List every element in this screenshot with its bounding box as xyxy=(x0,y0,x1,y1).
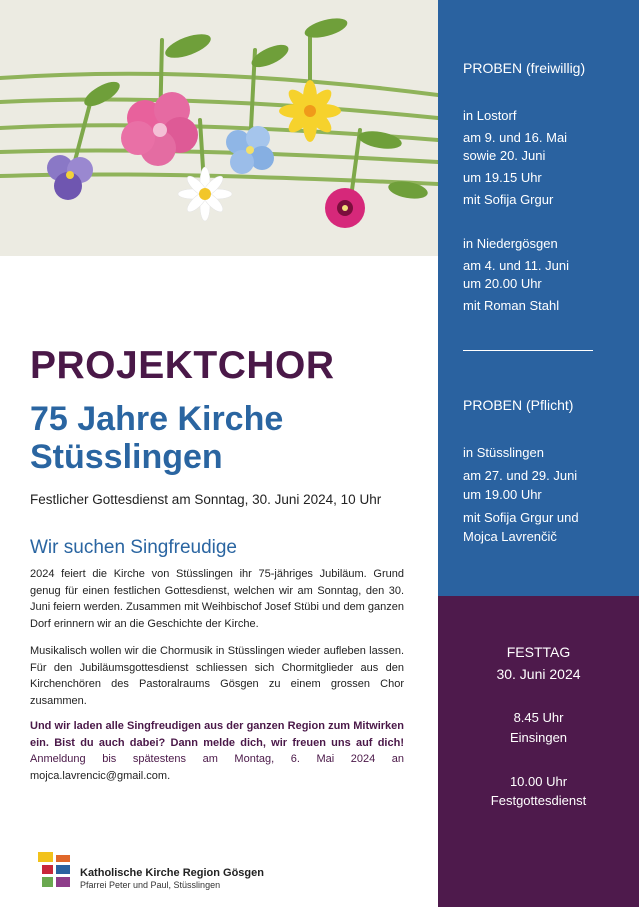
flower-illustration xyxy=(0,0,438,256)
stuesslingen-time: um 19.00 Uhr xyxy=(463,487,542,502)
hero-flower-image xyxy=(0,0,438,256)
sidebar-divider xyxy=(463,350,593,351)
festtag-label: FESTTAG xyxy=(506,644,571,660)
section-heading: Wir suchen Singfreudige xyxy=(30,537,237,558)
paragraph-music: Musikalisch wollen wir die Chormusik in Stüsslingen wieder aufleben lassen. Für den Jubiläumsgottesdienst schliessen sich Chormitglieder aus den Kirchenchören des Pastoralraums Gösgen zu einem grossen Chor zusammen. xyxy=(30,645,404,707)
lostorf-dates: am 9. und 16. Mai xyxy=(463,130,568,145)
festtag-date: 30. Juni 2024 xyxy=(496,666,581,682)
paragraph-invitation xyxy=(30,718,404,784)
paragraph-anniversary: 2024 feiert die Kirche von Stüsslingen ihr 75-jähriges Jubiläum. Grund genug für einen festlichen Gottesdienst, welchen wir am Sonntag, den 30. Juni feiern werden. Zusammen mit Weihbischof Josef Stübi und dem ganzen Dorf erinnern wir an die Geschichte der Kirche. xyxy=(30,568,404,630)
festtag-time-1: 8.45 Uhr xyxy=(513,710,564,725)
proben-optional-label: PROBEN (freiwillig) xyxy=(463,60,586,76)
logo-mark-icon xyxy=(38,852,74,888)
page-subtitle: 75 Jahre Kirche Stüsslingen xyxy=(30,400,284,476)
lostorf-dates-extra: sowie 20. Juni xyxy=(463,148,546,163)
stuesslingen-dates: am 27. und 29. Juni xyxy=(463,468,578,483)
logo-title: Katholische Kirche Region Gösgen xyxy=(80,867,264,879)
lostorf-place: in Lostorf xyxy=(463,108,517,123)
registration-text: Anmeldung bis spätestens am Montag, 6. Mai 2024 an xyxy=(30,753,404,765)
invitation-bold-text: Und wir laden alle Singfreudigen aus der ganzen Region zum Mitwirken ein. Bist du auch dabei? Dann melde dich, wir freuen uns auf dich! xyxy=(30,720,404,749)
proben-required-label: PROBEN (Pflicht) xyxy=(463,397,574,413)
niedergoesgen-leader: mit Roman Stahl xyxy=(463,298,560,313)
niedergoesgen-dates: am 4. und 11. Juni xyxy=(463,258,569,273)
niedergoesgen-place: in Niedergösgen xyxy=(463,236,558,251)
page-title: PROJEKTCHOR xyxy=(30,344,335,387)
contact-email[interactable]: mojca.lavrencic@gmail.com. xyxy=(30,769,171,782)
niedergoesgen-time: um 20.00 Uhr xyxy=(463,276,542,291)
lostorf-leader: mit Sofija Grgur xyxy=(463,192,554,207)
logo-subtitle: Pfarrei Peter und Paul, Stüsslingen xyxy=(80,880,221,890)
stuesslingen-place: in Stüsslingen xyxy=(463,445,544,460)
festtag-event-1: Einsingen xyxy=(509,730,568,745)
festival-info: Festlicher Gottesdienst am Sonntag, 30. Juni 2024, 10 Uhr xyxy=(30,492,382,507)
stuesslingen-leader: mit Sofija Grgur und xyxy=(463,510,579,525)
festtag-panel xyxy=(438,596,639,907)
lostorf-time: um 19.15 Uhr xyxy=(463,170,542,185)
stuesslingen-leader-2: Mojca Lavrenčič xyxy=(463,529,557,544)
rehearsal-sidebar xyxy=(438,0,639,596)
festtag-event-2: Festgottesdienst xyxy=(490,793,587,808)
church-logo xyxy=(38,852,298,892)
festtag-time-2: 10.00 Uhr xyxy=(509,774,568,789)
